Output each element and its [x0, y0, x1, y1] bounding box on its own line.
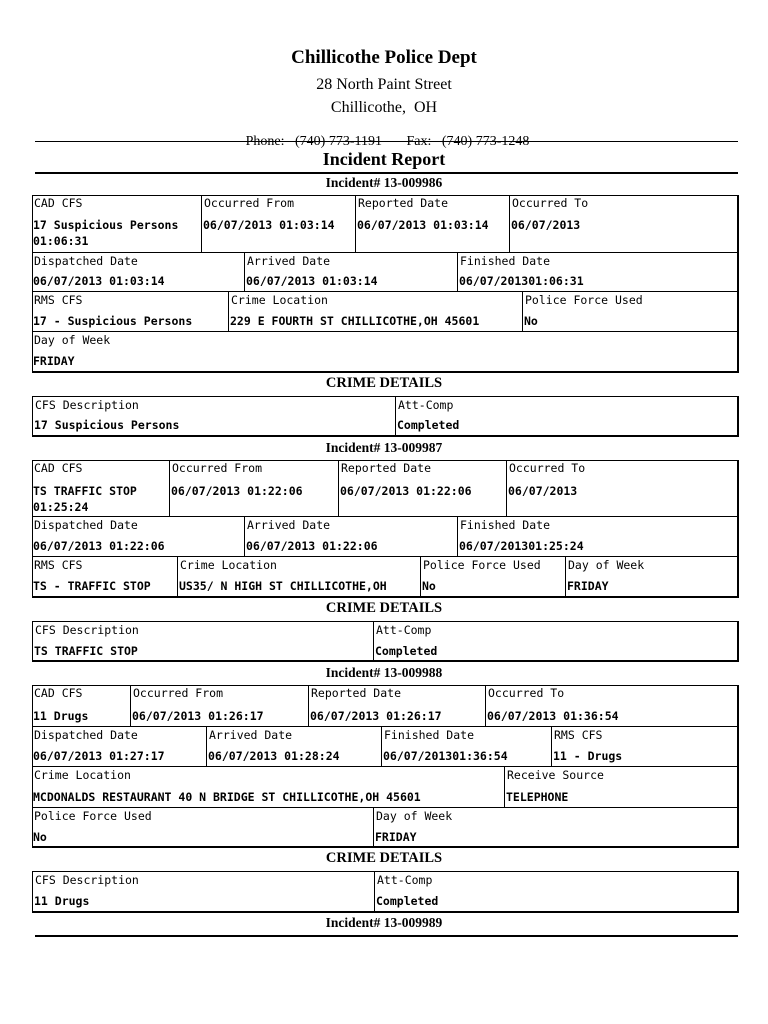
field-crime-location	[177, 557, 420, 598]
field-label: Police Force Used	[423, 558, 541, 572]
field-dispatched-date	[32, 517, 244, 556]
field-value: 06/07/201301:25:24	[459, 539, 584, 553]
field-receive-source	[504, 767, 739, 807]
field-label: Arrived Date	[247, 254, 331, 268]
field-label: Finished Date	[460, 518, 551, 532]
field-value: 06/07/2013 01:26:17	[132, 709, 264, 723]
field-value: 06/07/2013 01:03:14	[33, 274, 165, 288]
field-label: CFS Description	[35, 623, 139, 637]
field-label: Reported Date	[341, 461, 432, 475]
field-label: Att-Comp	[376, 623, 432, 637]
field-occurred-from	[130, 685, 308, 726]
field-label: CAD CFS	[34, 196, 83, 210]
address-line-1: 28 North Paint Street	[316, 76, 452, 93]
fax-number: (740) 773-1248	[441, 134, 530, 149]
field-label: Receive Source	[507, 768, 604, 782]
field-value: 06/07/2013 01:22:06	[246, 539, 378, 553]
field-rms-cfs	[551, 727, 739, 766]
incident-number: Incident# 13-009988	[325, 665, 443, 680]
field-value-wrap: 01:06:31	[33, 234, 89, 248]
incident-row	[32, 807, 739, 848]
field-police-force-used	[32, 808, 373, 848]
field-value: TS - TRAFFIC STOP	[33, 579, 151, 593]
field-occurred-from	[169, 460, 338, 516]
field-arrived-date	[244, 253, 457, 291]
field-value: FRIDAY	[375, 830, 417, 844]
field-label: Arrived Date	[247, 518, 331, 532]
field-label: Reported Date	[311, 686, 402, 700]
field-value: TS TRAFFIC STOP	[34, 644, 138, 658]
incident-row	[32, 331, 739, 373]
field-value: 06/07/2013 01:36:54	[487, 709, 619, 723]
field-label: Dispatched Date	[34, 254, 138, 268]
field-police-force-used	[522, 292, 739, 331]
crime-details-heading: CRIME DETAILS	[325, 375, 443, 391]
field-att-comp	[373, 622, 738, 660]
field-value: TS TRAFFIC STOP	[33, 484, 137, 498]
field-value: 06/07/2013 01:03:14	[246, 274, 378, 288]
field-value: 11 Drugs	[33, 709, 89, 723]
incident-row	[32, 516, 739, 556]
field-occurred-to	[506, 460, 739, 516]
field-label: Day of Week	[34, 333, 111, 347]
field-value: 06/07/2013 01:27:17	[33, 749, 165, 763]
field-value: FRIDAY	[567, 579, 609, 593]
incident-row	[32, 291, 739, 331]
field-occurred-to	[509, 195, 739, 252]
field-label: Occurred From	[172, 461, 263, 475]
field-value: 06/07/2013 01:03:14	[203, 218, 335, 232]
incident-row	[32, 556, 739, 598]
fax-label: Fax:	[406, 134, 432, 149]
report-title: Incident Report	[322, 149, 446, 169]
field-value-wrap: 01:25:24	[33, 500, 89, 514]
field-cad-cfs	[32, 195, 201, 252]
field-label: Crime Location	[180, 558, 277, 572]
field-att-comp	[374, 872, 738, 911]
field-label: Police Force Used	[34, 809, 152, 823]
field-value: 06/07/2013 01:22:06	[340, 484, 472, 498]
field-label: Att-Comp	[377, 873, 433, 887]
field-att-comp	[395, 397, 738, 435]
field-value: 229 E FOURTH ST CHILLICOTHE,OH 45601	[230, 314, 480, 328]
field-label: Occurred From	[133, 686, 224, 700]
field-label: Finished Date	[384, 728, 475, 742]
incident-row	[32, 252, 739, 291]
field-label: Occurred From	[204, 196, 295, 210]
incident-divider	[35, 935, 738, 937]
field-day-of-week	[32, 332, 739, 373]
field-value: 06/07/2013 01:26:17	[310, 709, 442, 723]
field-arrived-date	[244, 517, 457, 556]
field-cfs-description	[33, 397, 395, 435]
field-value: 06/07/2013 01:28:24	[208, 749, 340, 763]
title-divider	[35, 172, 738, 174]
field-label: Finished Date	[460, 254, 551, 268]
field-label: Police Force Used	[525, 293, 643, 307]
field-value: FRIDAY	[33, 354, 75, 368]
field-finished-date	[457, 253, 739, 291]
field-value: 06/07/2013	[508, 484, 578, 498]
field-label: RMS CFS	[34, 558, 83, 572]
crime-details-heading: CRIME DETAILS	[325, 850, 443, 866]
incident-row	[32, 766, 739, 807]
field-label: RMS CFS	[34, 293, 83, 307]
incident-row	[32, 726, 739, 766]
field-label: Day of Week	[568, 558, 645, 572]
field-label: CAD CFS	[34, 461, 83, 475]
phone-label: Phone:	[245, 134, 285, 149]
crime-details-table	[32, 871, 739, 913]
department-name: Chillicothe Police Dept	[291, 47, 477, 68]
field-value: 06/07/201301:06:31	[459, 274, 584, 288]
field-label: CFS Description	[35, 873, 139, 887]
field-value: 17 - Suspicious Persons	[33, 314, 193, 328]
field-occurred-to	[485, 685, 739, 726]
incident-number: Incident# 13-009987	[325, 440, 443, 455]
header-divider	[35, 141, 738, 142]
field-finished-date	[457, 517, 739, 556]
field-cad-cfs	[32, 685, 130, 726]
crime-details-table	[32, 621, 739, 662]
field-value: Completed	[397, 418, 460, 432]
field-day-of-week	[565, 557, 739, 598]
field-label: Occurred To	[509, 461, 586, 475]
incident-row	[32, 685, 739, 726]
field-value: 11 - Drugs	[553, 749, 623, 763]
incident-row	[32, 195, 739, 252]
field-value: 06/07/2013	[511, 218, 581, 232]
field-reported-date	[338, 460, 506, 516]
incident-number: Incident# 13-009986	[325, 175, 443, 190]
incident-number: Incident# 13-009989	[325, 915, 443, 930]
field-cad-cfs	[32, 460, 169, 516]
field-label: Occurred To	[512, 196, 589, 210]
field-value: Completed	[376, 894, 439, 908]
field-value: 17 Suspicious Persons	[34, 418, 180, 432]
field-label: Dispatched Date	[34, 518, 138, 532]
field-value: No	[524, 314, 538, 328]
field-value: 17 Suspicious Persons	[33, 218, 179, 232]
field-arrived-date	[206, 727, 381, 766]
field-finished-date	[381, 727, 551, 766]
field-crime-location	[228, 292, 522, 331]
phone-number: (740) 773-1191	[295, 134, 382, 149]
field-value: 06/07/2013 01:03:14	[357, 218, 489, 232]
field-dispatched-date	[32, 727, 206, 766]
incident-row	[32, 460, 739, 516]
field-label: Crime Location	[231, 293, 328, 307]
field-label: RMS CFS	[554, 728, 603, 742]
field-occurred-from	[201, 195, 355, 252]
crime-details-heading: CRIME DETAILS	[325, 600, 443, 616]
field-reported-date	[355, 195, 509, 252]
field-value: 11 Drugs	[34, 894, 90, 908]
field-value: 06/07/2013 01:22:06	[171, 484, 303, 498]
field-rms-cfs	[32, 292, 228, 331]
field-label: Arrived Date	[209, 728, 293, 742]
field-value: US35/ N HIGH ST CHILLICOTHE,OH	[179, 579, 387, 593]
field-value: No	[33, 830, 47, 844]
field-dispatched-date	[32, 253, 244, 291]
crime-details-table	[32, 396, 739, 437]
field-label: CFS Description	[35, 398, 139, 412]
field-label: Reported Date	[358, 196, 449, 210]
field-crime-location	[32, 767, 504, 807]
field-cfs-description	[33, 872, 374, 911]
field-label: Dispatched Date	[34, 728, 138, 742]
field-label: Crime Location	[34, 768, 131, 782]
field-cfs-description	[33, 622, 373, 660]
field-rms-cfs	[32, 557, 177, 598]
phone-fax-line	[0, 118, 768, 150]
field-police-force-used	[420, 557, 565, 598]
field-value: Completed	[375, 644, 438, 658]
field-value: 06/07/201301:36:54	[383, 749, 508, 763]
field-value: TELEPHONE	[506, 790, 569, 804]
field-reported-date	[308, 685, 485, 726]
field-label: Day of Week	[376, 809, 453, 823]
field-value: 06/07/2013 01:22:06	[33, 539, 165, 553]
field-label: Occurred To	[488, 686, 565, 700]
field-value: MCDONALDS RESTAURANT 40 N BRIDGE ST CHILLICOTHE,OH 45601	[33, 790, 421, 804]
field-label: Att-Comp	[398, 398, 454, 412]
field-day-of-week	[373, 808, 739, 848]
field-value: No	[422, 579, 436, 593]
field-label: CAD CFS	[34, 686, 83, 700]
address-line-2: Chillicothe, OH	[330, 99, 438, 116]
